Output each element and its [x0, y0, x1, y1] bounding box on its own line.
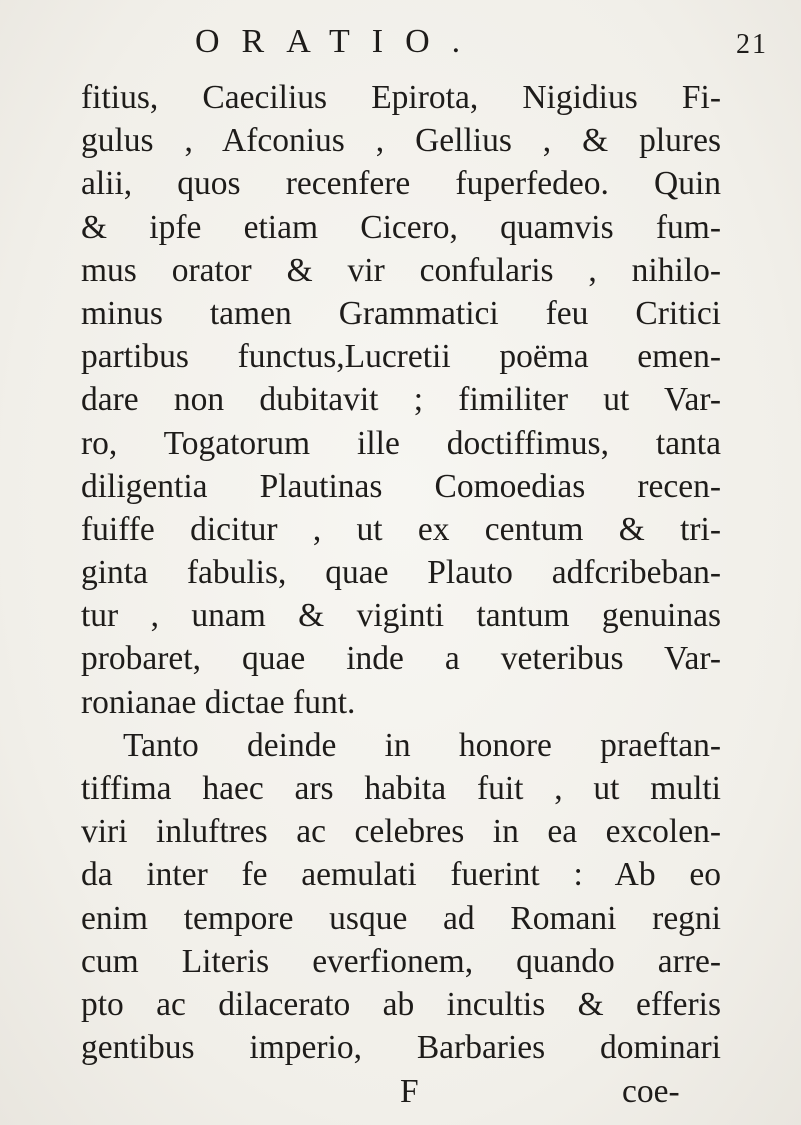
body-text — [81, 76, 721, 1069]
text-line: dare non dubitavit ; fimiliter ut Var- — [81, 381, 721, 419]
text-line: diligentia Plautinas Comoedias recen- — [81, 467, 721, 505]
text-line: & ipfe etiam Cicero, quamvis fum- — [81, 208, 721, 246]
text-line: probaret, quae inde a veteribus Var- — [81, 640, 721, 678]
text-line: fitius, Caecilius Epirota, Nigidius Fi- — [81, 79, 721, 116]
signature-mark: F — [400, 1073, 419, 1110]
page-footer — [0, 1070, 801, 1114]
text-line: fuiffe dicitur , ut ex centum & tri- — [81, 510, 721, 548]
page-number: 21 — [736, 29, 768, 60]
text-line-paragraph-start: Tanto deinde in honore praeftan- — [123, 726, 721, 764]
text-line: cum Literis everfionem, quando arre- — [81, 942, 721, 980]
text-line: tiffima haec ars habita fuit , ut multi — [81, 770, 721, 807]
text-line: partibus functus,Lucretii poëma emen- — [81, 338, 721, 376]
running-title: ORATIO. — [195, 23, 483, 60]
text-line: viri inluftres ac celebres in ea excolen- — [81, 813, 721, 851]
text-line: alii, quos recenfere fuperfedeo. Quin — [81, 165, 721, 203]
text-line: gentibus imperio, Barbaries dominari — [81, 1029, 721, 1067]
text-line: mus orator & vir confularis , nihilo- — [81, 251, 721, 289]
text-line-paragraph-end: ronianae dictae funt. — [81, 683, 356, 721]
text-line: pto ac dilacerato ab incultis & efferis — [81, 985, 721, 1023]
text-line: minus tamen Grammatici feu Critici — [81, 294, 721, 332]
text-line: ginta fabulis, quae Plauto adfcribeban- — [81, 554, 721, 592]
text-line: gulus , Afconius , Gellius , & plures — [81, 122, 721, 160]
catchword: coe- — [622, 1073, 680, 1110]
text-line: da inter fe aemulati fuerint : Ab eo — [81, 856, 721, 894]
text-line: enim tempore usque ad Romani regni — [81, 899, 721, 937]
page-header — [0, 20, 801, 64]
text-line: ro, Togatorum ille doctiffimus, tanta — [81, 424, 721, 462]
text-line: tur , unam & viginti tantum genuinas — [81, 597, 721, 635]
